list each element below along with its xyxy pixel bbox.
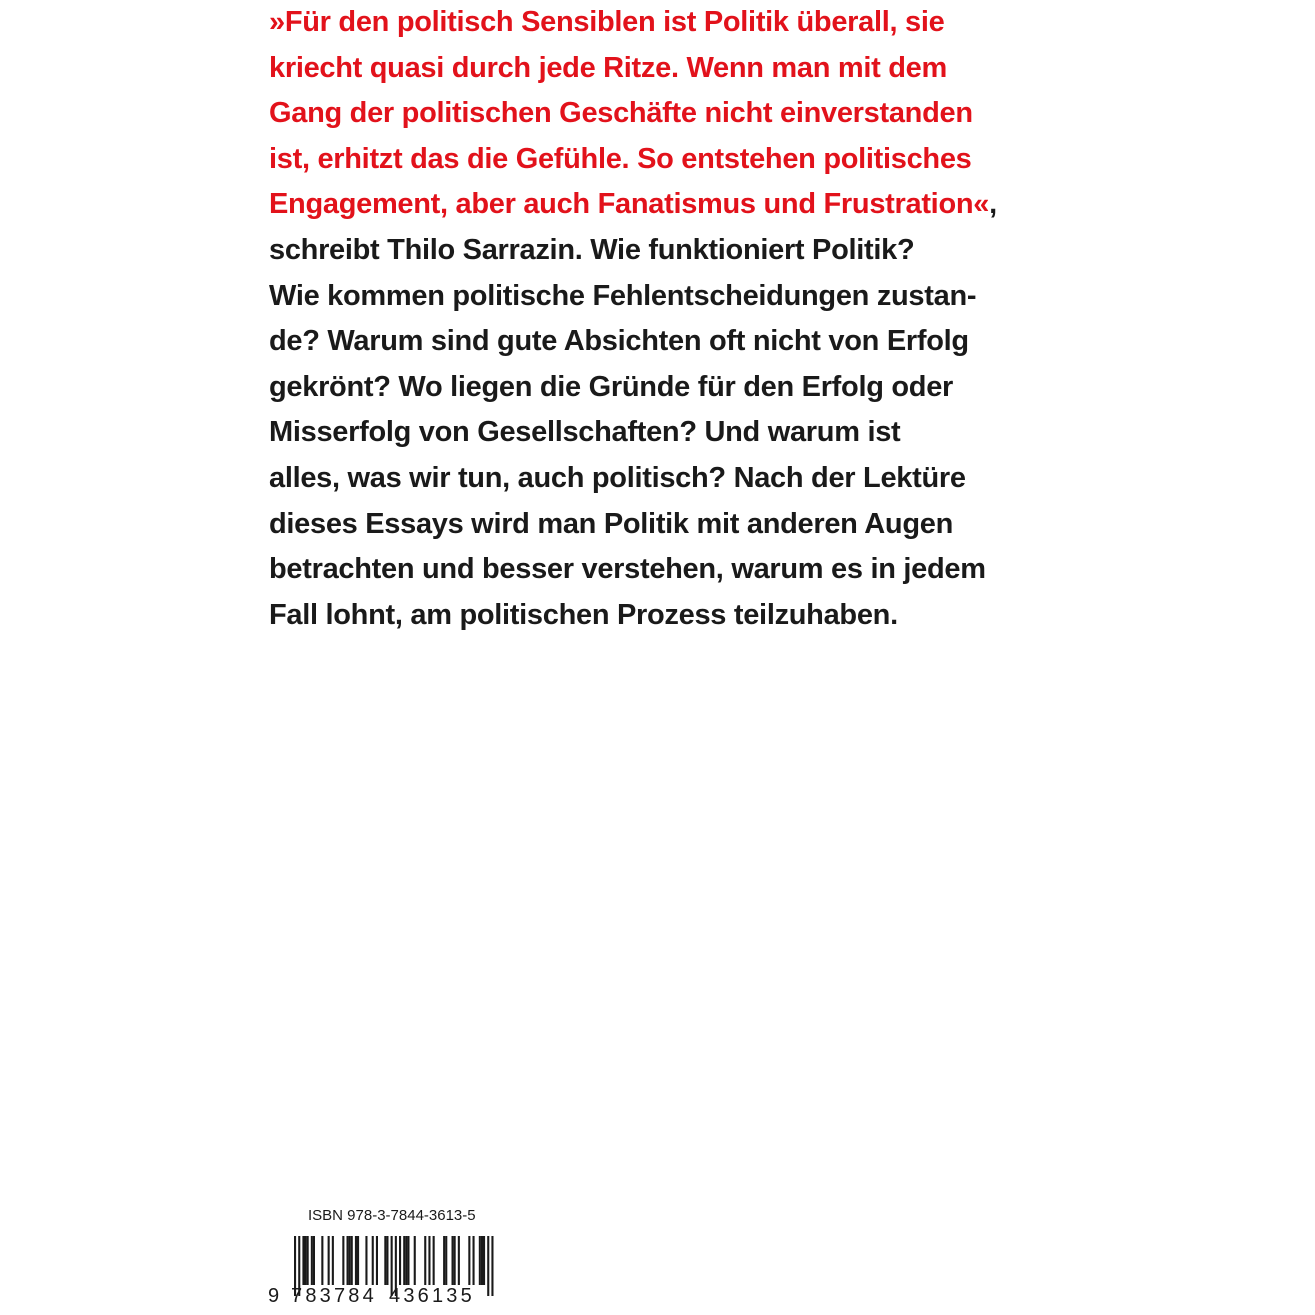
barcode-digit-first: 9 [268, 1285, 283, 1307]
barcode-bar [479, 1236, 481, 1285]
quote-line-5 [269, 182, 1069, 228]
barcode-bar [452, 1236, 454, 1285]
body-line-7: dieses Essays wird man Politik mit anderen Augen [269, 507, 953, 540]
barcode-bar [443, 1236, 445, 1285]
barcode-bar [445, 1236, 447, 1285]
barcode-bar [305, 1236, 307, 1285]
body-line-5: Misserfolg von Gesellschaften? Und warum ist [269, 416, 901, 449]
barcode-bar [405, 1236, 407, 1285]
barcode-bar [311, 1236, 313, 1285]
barcode-bar [399, 1236, 401, 1285]
barcode-bar [351, 1236, 353, 1285]
barcode-bar [424, 1236, 426, 1285]
barcode-bar [355, 1236, 357, 1285]
barcode-bar [433, 1236, 435, 1285]
barcode-bar [428, 1236, 430, 1285]
barcode-bar [473, 1236, 475, 1285]
barcode-bar [386, 1236, 388, 1285]
quote-line-1: »Für den politisch Sensiblen ist Politik überall, sie [269, 6, 945, 38]
body-line-2: Wie kommen politische Fehlentscheidungen zustan- [269, 279, 977, 312]
barcode-digits-right: 436135 [389, 1285, 475, 1307]
barcode-bar [384, 1236, 386, 1285]
barcode-bar [458, 1236, 460, 1285]
body-line-6: alles, was wir tun, auch politisch? Nach der Lektüre [269, 461, 966, 494]
barcode-bar [328, 1236, 330, 1285]
body-line-4: gekrönt? Wo liegen die Gründe für den Erfolg oder [269, 370, 954, 403]
quote-comma: , [989, 188, 997, 221]
isbn-label: ISBN 978-3-7844-3613-5 [308, 1207, 476, 1224]
barcode-bar [342, 1236, 344, 1285]
body-line-3: de? Warum sind gute Absichten oft nicht von Erfolg [269, 325, 969, 358]
barcode-bar [468, 1236, 470, 1285]
quote-line-2: kriecht quasi durch jede Ritze. Wenn man mit dem [269, 51, 947, 84]
barcode-digits-left: 783784 [291, 1285, 377, 1307]
quote-line-4: ist, erhitzt das die Gefühle. So entstehen politisches [269, 142, 972, 175]
body-line-8: betrachten und besser verstehen, warum es in jedem [269, 553, 986, 586]
barcode-bar [372, 1236, 374, 1285]
barcode-bar [481, 1236, 483, 1285]
body-line-9: Fall lohnt, am politischen Prozess teilzuhaben. [269, 598, 898, 631]
barcode-bar [491, 1236, 493, 1296]
barcode-bar [313, 1236, 315, 1285]
barcode-bar [349, 1236, 351, 1285]
barcode-bar [414, 1236, 416, 1285]
quote-line-5-text: Engagement, aber auch Fanatismus und Frustration« [269, 188, 990, 221]
barcode-bar [347, 1236, 349, 1285]
barcode-bar [321, 1236, 323, 1285]
barcode-bar [487, 1236, 489, 1296]
barcode-bar [454, 1236, 456, 1285]
barcode-bar [407, 1236, 409, 1285]
barcode-bar [483, 1236, 485, 1285]
back-cover-blurb [269, 0, 1069, 638]
barcode-bar [357, 1236, 359, 1285]
barcode-bar [302, 1236, 304, 1285]
barcode-bar [403, 1236, 405, 1285]
barcode-bar [365, 1236, 367, 1285]
barcode-bar [332, 1236, 334, 1285]
barcode-bar [307, 1236, 309, 1285]
quote-line-3: Gang der politischen Geschäfte nicht einverstanden [269, 97, 973, 130]
barcode-bar [376, 1236, 378, 1285]
body-line-1: schreibt Thilo Sarrazin. Wie funktioniert Politik? [269, 233, 915, 266]
